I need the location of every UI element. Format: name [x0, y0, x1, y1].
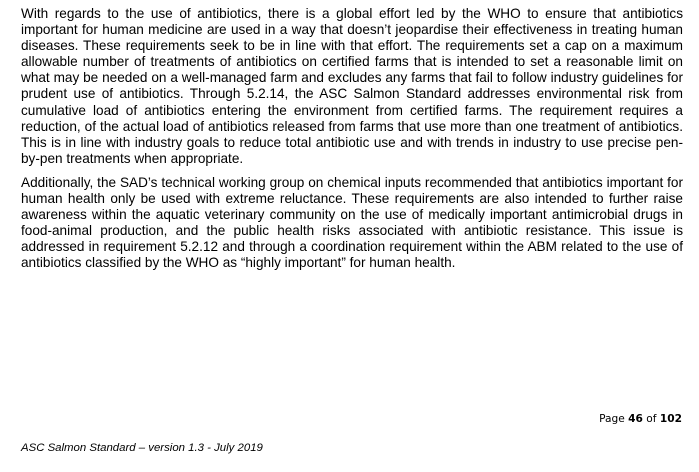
page-number	[599, 413, 682, 426]
page-number-prefix: Page	[599, 413, 625, 425]
page-number-total: 102	[659, 413, 682, 425]
body-text	[21, 6, 683, 280]
paragraph-antibiotics-global-effort: With regards to the use of antibiotics, there is a global effort led by the WHO to ensure that antibiotics important for human medicine are used in a way that doesn’t jeopardise their effectiveness in treating human diseases. These requirements seek to be in line with that effort. The requirements set a cap on a maximum allowable number of treatments of antibiotics on certified farms that is intended to set a reasonable limit on what may be needed on a well-managed farm and excludes any farms that fail to follow industry guidelines for prudent use of antibiotics. Through 5.2.14, the ASC Salmon Standard addresses environmental risk from cumulative load of antibiotics entering the environment from certified farms. The requirement requires a reduction, of the actual load of antibiotics released from farms that use more than one treatment of antibiotics. This is in line with industry goals to reduce total antibiotic use and with trends in industry to use precise pen-by-pen treatments when appropriate.	[21, 6, 683, 166]
page-number-separator: of	[646, 413, 657, 425]
document-footer: ASC Salmon Standard – version 1.3 - July 2019	[21, 442, 263, 454]
page-number-current: 46	[628, 413, 643, 425]
paragraph-sad-working-group: Additionally, the SAD’s technical working group on chemical inputs recommended that antibiotics important for human health only be used with extreme reluctance. These requirements are also intended to further raise awareness within the aquatic veterinary community on the use of medically important antimicrobial drugs in food-animal production, and the public health risks associated with antibiotic resistance. This issue is addressed in requirement 5.2.12 and through a coordination requirement within the ABM related to the use of antibiotics classified by the WHO as “highly important” for human health.	[21, 174, 683, 271]
